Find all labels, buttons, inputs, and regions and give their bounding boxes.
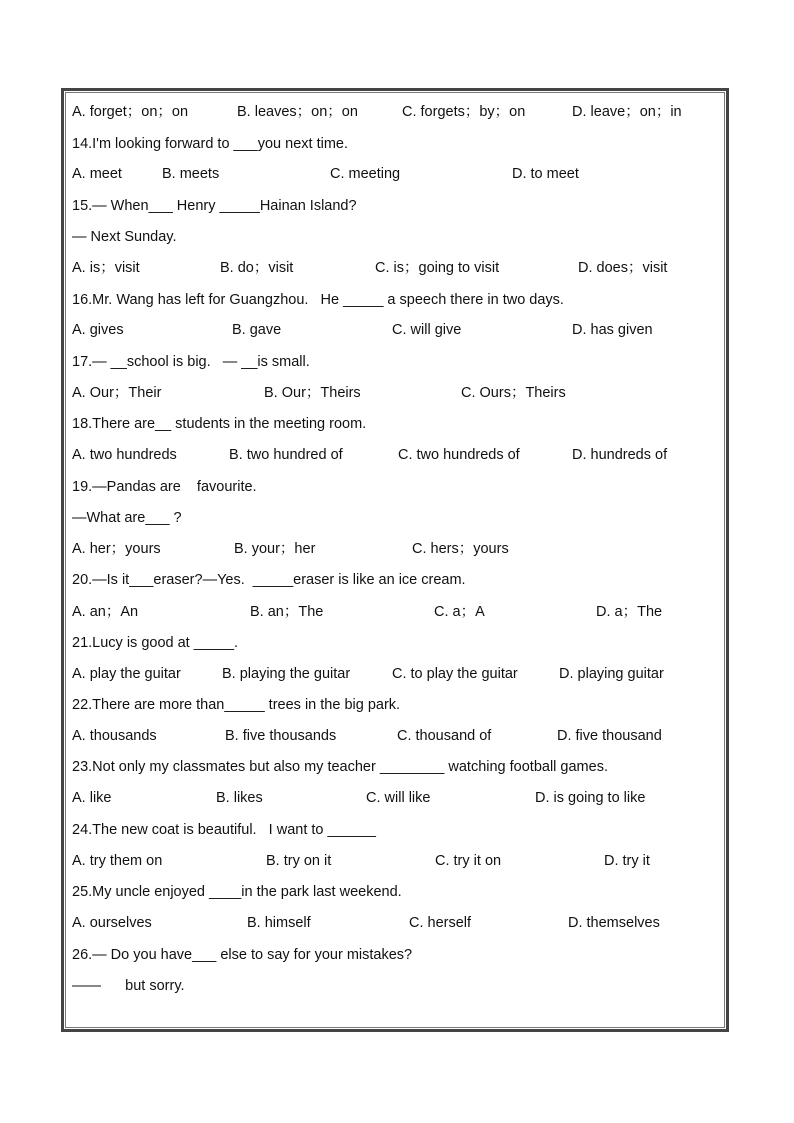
answer-option: C. forgets；by；on [402, 104, 526, 120]
options-row [72, 257, 712, 279]
options-row [72, 538, 712, 560]
question-text: 15.— When___ Henry _____Hainan Island? [72, 198, 357, 214]
answer-option: D. does；visit [578, 260, 668, 276]
answer-option: C. will give [392, 322, 462, 338]
answer-option: B. leaves；on；on [237, 104, 358, 120]
options-row [72, 101, 712, 123]
answer-option: B. playing the guitar [222, 666, 351, 682]
question-text: 22.There are more than_____ trees in the big park. [72, 697, 401, 713]
question-text: 17.— __school is big. — __is small. [72, 354, 310, 370]
answer-option: B. Our；Theirs [264, 385, 361, 401]
answer-option: D. try it [604, 853, 650, 869]
question-text: — Next Sunday. [72, 229, 177, 245]
answer-option: C. try it on [435, 853, 502, 869]
question-text: 21.Lucy is good at _____. [72, 635, 239, 651]
answer-option: C. will like [366, 790, 431, 806]
question-text: 20.—Is it___eraser?—Yes. _____eraser is like an ice cream. [72, 572, 466, 588]
options-row [72, 319, 712, 341]
options-row [72, 382, 712, 404]
answer-option: C. a；A [434, 604, 485, 620]
question-text: 14.I'm looking forward to ___you next time. [72, 136, 348, 152]
question-text: 19.—Pandas are favourite. [72, 479, 257, 495]
answer-option: A. an；An [72, 604, 139, 620]
answer-option: D. five thousand [557, 728, 662, 744]
answer-option: A. is；visit [72, 260, 140, 276]
answer-option: D. to meet [512, 166, 579, 182]
answer-option: C. meeting [330, 166, 401, 182]
options-row [72, 912, 712, 934]
question-text: 16.Mr. Wang has left for Guangzhou. He _____ a speech there in two days. [72, 292, 564, 308]
answer-option: B. himself [247, 915, 311, 931]
answer-option: B. your；her [234, 541, 316, 557]
answer-option: A. thousands [72, 728, 157, 744]
question-text: 18.There are__ students in the meeting room. [72, 416, 367, 432]
answer-option: B. five thousands [225, 728, 337, 744]
answer-option: A. play the guitar [72, 666, 181, 682]
answer-option: D. themselves [568, 915, 660, 931]
answer-option: A. two hundreds [72, 447, 177, 463]
options-row [72, 663, 712, 685]
answer-option: A. forget；on；on [72, 104, 189, 120]
answer-option: D. leave；on；in [572, 104, 682, 120]
question-text: 26.— Do you have___ else to say for your mistakes? [72, 947, 413, 963]
answer-option: B. meets [162, 166, 220, 182]
answer-option: C. herself [409, 915, 472, 931]
question-text: 24.The new coat is beautiful. I want to ______ [72, 822, 376, 838]
answer-option: D. has given [572, 322, 653, 338]
options-row [72, 163, 712, 185]
options-row [72, 725, 712, 747]
answer-option: C. Ours；Theirs [461, 385, 566, 401]
answer-option: A. gives [72, 322, 124, 338]
answer-option: B. likes [216, 790, 263, 806]
answer-option: D. is going to like [535, 790, 646, 806]
options-row [72, 850, 712, 872]
answer-option: B. gave [232, 322, 282, 338]
answer-option: A. her；yours [72, 541, 161, 557]
answer-option: A. ourselves [72, 915, 152, 931]
options-row [72, 601, 712, 623]
answer-option: B. two hundred of [229, 447, 343, 463]
options-row [72, 444, 712, 466]
answer-option: B. do；visit [220, 260, 294, 276]
answer-option: D. playing guitar [559, 666, 664, 682]
answer-option: A. try them on [72, 853, 163, 869]
answer-option: C. is；going to visit [375, 260, 500, 276]
answer-option: C. thousand of [397, 728, 492, 744]
answer-option: C. hers；yours [412, 541, 509, 557]
answer-option: D. hundreds of [572, 447, 668, 463]
question-text: —What are___ ? [72, 510, 182, 526]
answer-option: A. like [72, 790, 112, 806]
options-row [72, 787, 712, 809]
answer-option: D. a；The [596, 604, 663, 620]
question-text: 23.Not only my classmates but also my teacher ________ watching football games. [72, 759, 608, 775]
question-text: 25.My uncle enjoyed ____in the park last weekend. [72, 884, 402, 900]
answer-option: A. Our；Their [72, 385, 162, 401]
question-text: —— but sorry. [72, 978, 185, 994]
answer-option: C. two hundreds of [398, 447, 520, 463]
answer-option: A. meet [72, 166, 122, 182]
answer-option: B. an；The [250, 604, 324, 620]
answer-option: B. try on it [266, 853, 332, 869]
answer-option: C. to play the guitar [392, 666, 518, 682]
